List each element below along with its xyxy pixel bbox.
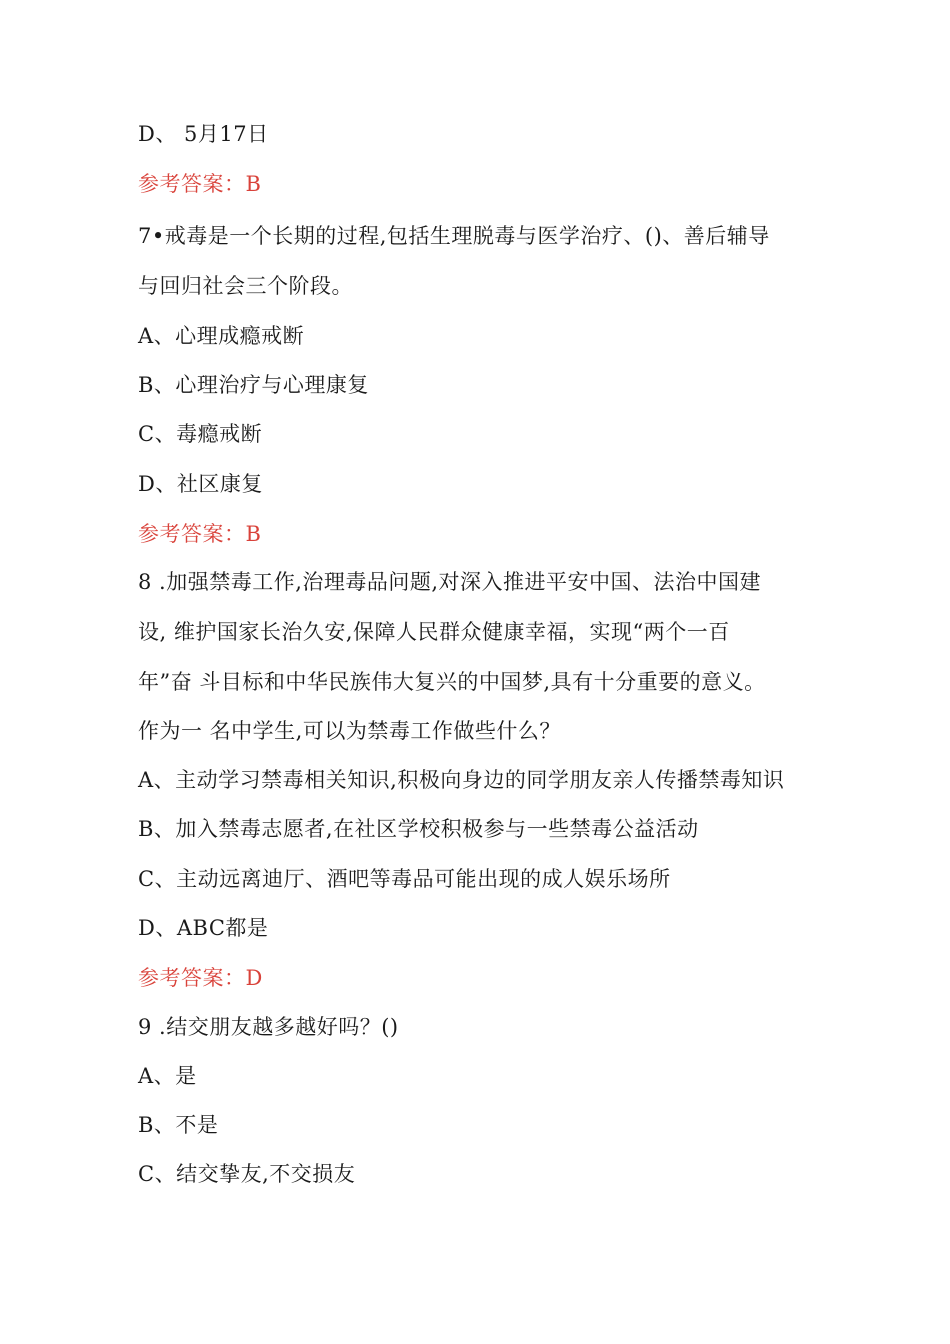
answer-q7: 参考答案：B	[138, 522, 262, 546]
question-8-line-4: 作为一 名中学生,可以为禁毒工作做些什么？	[138, 719, 561, 743]
option-d-q6: D、 5月17日	[138, 122, 269, 146]
option-a-q7: A、心理成瘾戒断	[138, 324, 305, 348]
option-b-q9: B、不是	[138, 1113, 219, 1137]
option-b-q7: B、心理治疗与心理康复	[138, 373, 369, 397]
option-c-q8: C、主动远离迪厅、酒吧等毒品可能出现的成人娱乐场所	[138, 867, 671, 891]
question-8-line-3: 年”奋 斗目标和中华民族伟大复兴的中国梦,具有十分重要的意义。	[138, 670, 766, 694]
question-8-line-2: 设, 维护国家长治久安,保障人民群众健康幸福，实现“两个一百	[138, 620, 730, 644]
option-a-q9: A、是	[138, 1064, 197, 1088]
option-c-q9: C、结交挚友,不交损友	[138, 1162, 356, 1186]
question-8-line-1: 8 .加强禁毒工作,治理毒品问题,对深入推进平安中国、法治中国建	[138, 570, 762, 594]
option-a-q8: A、主动学习禁毒相关知识,积极向身边的同学朋友亲人传播禁毒知识	[138, 768, 785, 792]
answer-q6: 参考答案：B	[138, 172, 262, 196]
option-d-q7: D、社区康复	[138, 472, 263, 496]
question-7-line-1: 7•戒毒是一个长期的过程,包括生理脱毒与医学治疗、()、善后辅导	[138, 224, 770, 248]
option-b-q8: B、加入禁毒志愿者,在社区学校积极参与一些禁毒公益活动	[138, 817, 699, 841]
answer-q8: 参考答案：D	[138, 966, 263, 990]
question-7-line-2: 与回归社会三个阶段。	[138, 274, 353, 298]
option-d-q8: D、ABC都是	[138, 916, 269, 940]
question-9-line-1: 9 .结交朋友越多越好吗？()	[138, 1015, 399, 1039]
option-c-q7: C、毒瘾戒断	[138, 422, 263, 446]
